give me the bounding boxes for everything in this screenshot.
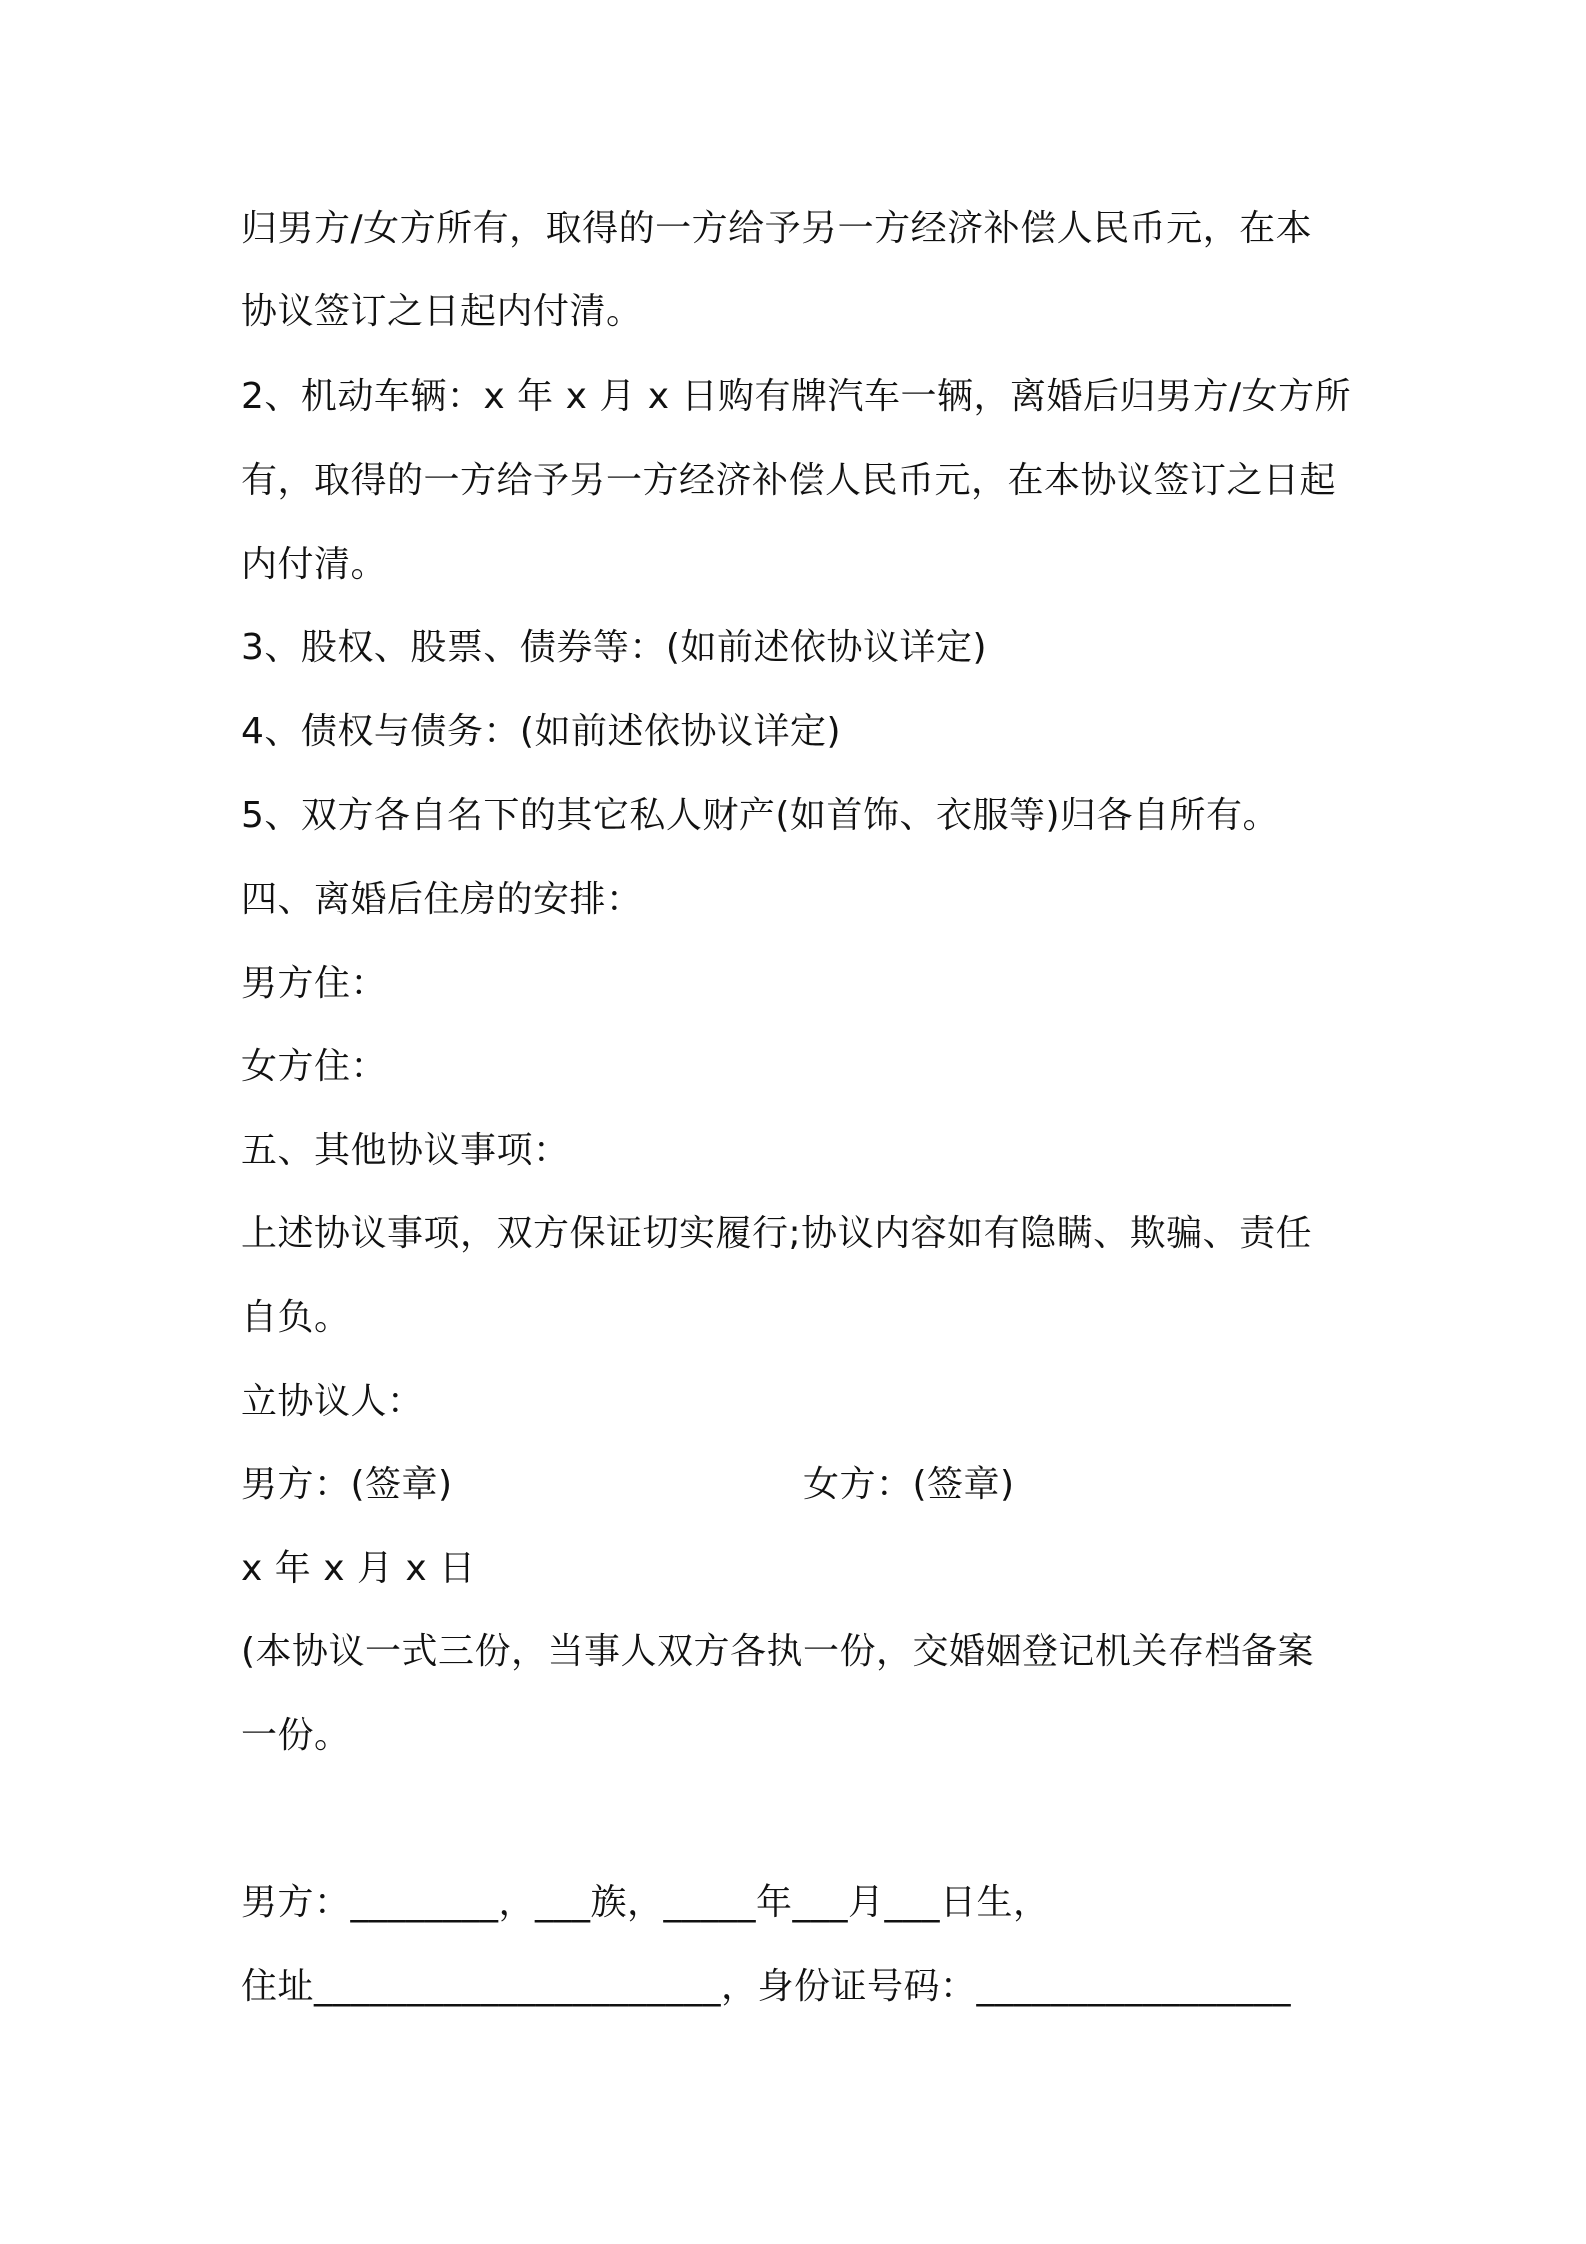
- paragraph-line: 3、股权、股票、债券等：(如前述依协议详定): [241, 627, 987, 668]
- section-heading: 四、离婚后住房的安排：: [241, 879, 643, 920]
- paragraph-line: 立协议人：: [241, 1381, 424, 1422]
- paragraph-line: 上述协议事项，双方保证切实履行;协议内容如有隐瞒、欺骗、责任: [241, 1213, 1313, 1254]
- paragraph-line: 女方住：: [241, 1046, 388, 1087]
- paragraph-line: 有，取得的一方给予另一方经济补偿人民币元，在本协议签订之日起: [241, 460, 1337, 501]
- paragraph-line: 自负。: [241, 1297, 351, 1338]
- section-heading: 五、其他协议事项：: [241, 1130, 570, 1171]
- paragraph-line: 男方住：: [241, 963, 388, 1004]
- paragraph-line: 内付清。: [241, 544, 388, 585]
- paragraph-line: (本协议一式三份，当事人双方各执一份，交婚姻登记机关存档备案: [241, 1631, 1315, 1672]
- form-line: 住址______________________，身份证号码：_________________: [241, 1966, 1292, 2007]
- date-line: x 年 x 月 x 日: [241, 1548, 476, 1589]
- paragraph-line: 5、双方各自名下的其它私人财产(如首饰、衣服等)归各自所有。: [241, 795, 1279, 836]
- paragraph-line: 协议签订之日起内付清。: [241, 291, 643, 332]
- signature-female: 女方：(签章): [803, 1464, 1015, 1505]
- paragraph-line: 2、机动车辆：x 年 x 月 x 日购有牌汽车一辆，离婚后归男方/女方所: [241, 376, 1352, 417]
- paragraph-line: 4、债权与债务：(如前述依协议详定): [241, 711, 841, 752]
- paragraph-line: 归男方/女方所有，取得的一方给予另一方经济补偿人民币元，在本: [241, 208, 1313, 249]
- signature-male: 男方：(签章): [241, 1464, 453, 1505]
- form-line: 男方：________，___族，_____年___月___日生，: [241, 1882, 1050, 1923]
- paragraph-line: 一份。: [241, 1715, 351, 1756]
